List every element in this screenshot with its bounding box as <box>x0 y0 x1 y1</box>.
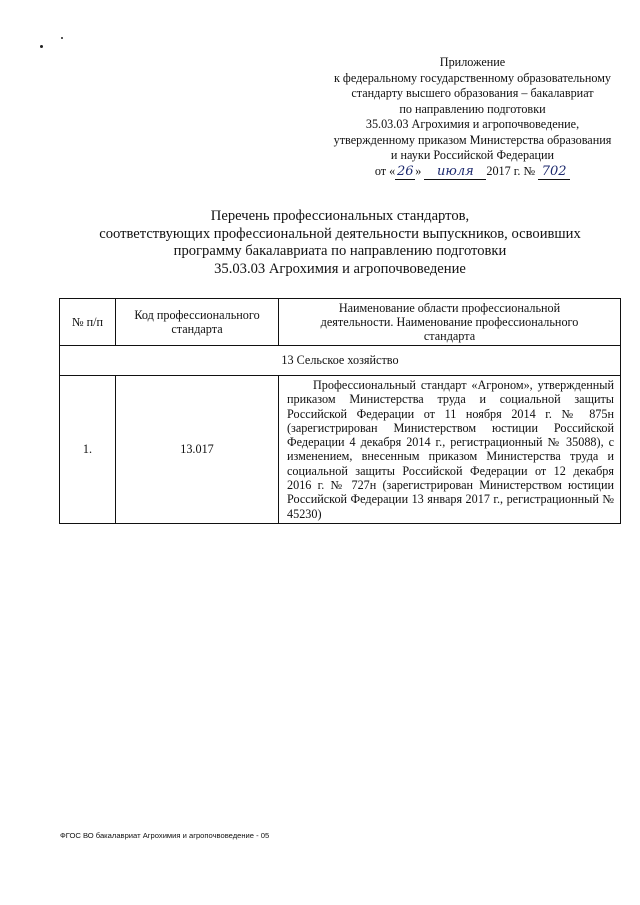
table-header-row <box>60 299 621 346</box>
title-line: программу бакалавриата по направлению подготовки <box>173 243 507 259</box>
date-prefix: от « <box>374 163 396 178</box>
title-line: соответствующих профессиональной деятельности выпускников, освоивших <box>99 225 581 242</box>
row-num: 1. <box>60 376 116 524</box>
handwritten-day: 26 <box>396 163 414 179</box>
appendix-line: к федеральному государственному образовательному <box>333 70 612 85</box>
appendix-header <box>300 55 640 180</box>
page-footer: ФГОС ВО бакалавриат Агрохимия и агропочвоведение - 05 <box>60 831 270 840</box>
date-year: 2017 г. № <box>486 163 536 178</box>
title-line: 35.03.03 Агрохимия и агропочвоведение <box>214 260 466 277</box>
order-date-line <box>300 164 640 181</box>
scan-speck <box>40 45 43 48</box>
appendix-line: стандарту высшего образования – бакалавриат <box>351 86 594 100</box>
row-code: 13.017 <box>116 376 279 524</box>
handwritten-order-number: 702 <box>538 164 570 181</box>
section-row <box>60 346 621 376</box>
scan-speck <box>61 37 63 39</box>
table-row <box>60 376 621 524</box>
appendix-line: утвержденному приказом Министерства образования <box>333 132 612 147</box>
appendix-line: 35.03.03 Агрохимия и агропочвоведение, <box>365 117 580 131</box>
section-label: 13 Сельское хозяйство <box>60 346 621 376</box>
header-code: Код профессионального стандарта <box>116 299 279 346</box>
header-name: Наименование области профессиональной деятельности. Наименование профессионального стандарта <box>279 299 621 346</box>
handwritten-month: июля <box>424 164 486 181</box>
document-title <box>60 208 620 278</box>
appendix-line: и науки Российской Федерации <box>390 148 555 162</box>
title-line: Перечень профессиональных стандартов, <box>210 208 470 224</box>
appendix-line: по направлению подготовки <box>399 101 546 116</box>
header-num: № п/п <box>60 299 116 346</box>
row-description: Профессиональный стандарт «Агроном», утвержденный приказом Министерства труда и социальной защиты Российской Федерации от 11 ноября 2014 г. № 875н (зарегистрирован Министерством юстиции Российской Федерации 4 декабря 2014 г., регистрационный № 35088), с изменением, внесенным приказом Министерства труда и социальной защиты Российской Федерации от 12 декабря 2016 г. № 727н (зарегистрирован Министерством юстиции Российской Федерации 13 января 2017 г., регистрационный № 45230) <box>279 376 621 524</box>
appendix-line: Приложение <box>439 55 506 69</box>
date-quote-close: » <box>415 163 422 178</box>
standards-table <box>59 298 621 524</box>
